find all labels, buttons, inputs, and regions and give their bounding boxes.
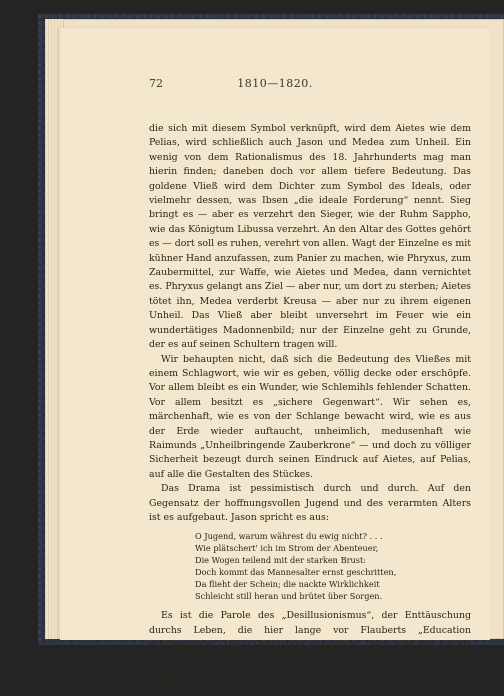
- page-number: 72: [149, 77, 163, 90]
- verse-line: Die Wogen teilend mit der starken Brust:: [195, 555, 367, 566]
- paragraph-1: die sich mit diesem Symbol verknüpft, wird dem Aietes wie dem Pelias, wird schließlich auch Jason und Medea zum Unheil. Ein wenig von dem Rationalismus des 18. Jahrhunderts mag man hierin finden; daneben doch vor allem tiefere Bedeutung. Das goldene Vließ wird dem Dichter zum Symbol des Ideals, oder vielmehr dessen, was Ibsen „die ideale Forderung“ nennt. Sieg bringt es — aber es verzehrt den Sieger, wie der Ruhm Sappho, wie das Königtum Libussa verzehrt. An den Altar des Gottes gehört es — dort soll es ruhen, verehrt von allen. Wagt der Einzelne es mit kühner Hand anzufassen, zum Panier zu machen, wie Phryxus, zum Zaubermittel, zur Waffe, wie Aietes und Medea, dann vernichtet es. Phryxus gelangt ans Ziel — aber nur, um dort zu sterben; Aietes tötet ihn, Medea verderbt Kreusa — aber nur zu ihrem eigenen Unheil. Das Vließ aber bleibt unversehrt im Feuer wie ein wundertätiges Madonnenbild; nur der Einzelne geht zu Grunde, der es auf seinen Schultern tragen will.: [149, 123, 471, 351]
- verse-line: Wie plätschert' ich im Strom der Abenteuer,: [195, 543, 379, 554]
- running-title: 1810—1820.: [237, 77, 313, 90]
- paragraph-2: Wir behaupten nicht, daß sich die Bedeutung des Vließes mit einem Schlagwort, wie wir es geben, völlig decke oder erschöpfe. Vor allem bleibt es ein Wunder, wie Schlemihls fehlender Schatten. Vor allem besitzt es „sichere Gegenwart“. Wir sehen es, märchenhaft, wie es von der Schlange bewacht wird, wie es aus der Erde wieder auftaucht, unheimlich, medusenhaft wie Raimunds „Unheilbringende Zauberkrone“ — und doch zu völliger Sicherheit bezeugt durch seinen Eindruck auf Aietes, auf Pelias, auf alle die Gestalten des Stückes.: [149, 353, 471, 480]
- verse-line: O Jugend, warum währest du ewig nicht? . . .: [195, 531, 383, 542]
- verse-line: Schleicht still heran und brütet über Sorgen.: [195, 591, 383, 602]
- verse-quote: [195, 530, 471, 602]
- book-page: [60, 28, 490, 694]
- verse-line: Doch kommt das Mannesalter ernst geschritten,: [195, 567, 397, 578]
- verse-line: Da flieht der Schein; die nackte Wirklichkeit: [195, 579, 380, 590]
- paragraph-4: Es ist die Parole des „Desillusionismus“, der Enttäuschung durchs Leben, die hier lange vor Flauberts „Education sentimentale“ (1869) Grillparzer ausspricht. Jason tritt erst auf als der königliche Held, „des Wundervließes Held! ein Fürst! ein König! der Argonauten Führer, Jason ich!“ Und wir sehen ihn wieder: [149, 610, 471, 694]
- paragraph-3: Das Drama ist pessimistisch durch und durch. Auf den Gegensatz der hoffnungsvollen Jugend und des verarmten Alters ist es aufgebaut. Jason spricht es aus:: [149, 483, 471, 523]
- body-text: [149, 122, 471, 696]
